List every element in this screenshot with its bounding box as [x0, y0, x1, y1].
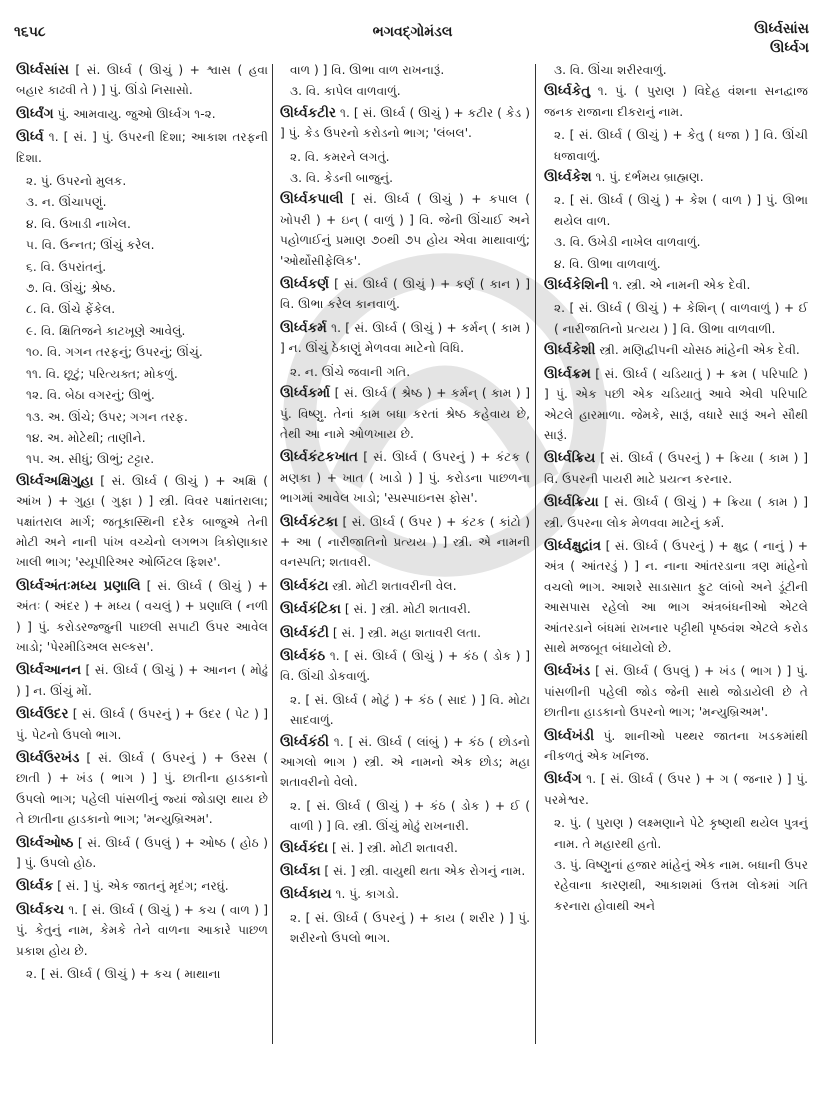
dictionary-entry: [544, 492, 808, 533]
page-header: [0, 0, 825, 56]
dictionary-entry: [544, 364, 808, 446]
headword: ઊર્ધ્વકંદા: [280, 839, 329, 856]
definition-text: ૧. [ સં. ઊર્ધ્વ ( ઊચું ) + કંઠ ( ડોક ) ] વિ. ઊંચી ડોકવાળું.: [280, 648, 530, 684]
dictionary-entry: [280, 838, 530, 858]
sub-sense: ૧૨. વિ. બેઠા વગરનું; ઊભું.: [26, 388, 155, 403]
sub-sense: ૪. વિ. ઉખાડી નાખેલ.: [26, 216, 131, 231]
continued-text: વાળ ) ] વિ. ઊભા વાળ રાખનારૂં.: [290, 63, 445, 77]
headword: ઊર્ધ્વક: [16, 878, 54, 895]
dictionary-entry: [280, 103, 530, 144]
sub-sense: ૮. વિ. ઊંચે ફેંકેલ.: [26, 302, 116, 317]
headword: ઊર્ધ્વખંડી: [544, 727, 595, 744]
definition-text: [ સં. ઊર્ધ્વ ( શ્રેષ્ઠ ) + કર્મન્ ( કામ ) ] પું. વિષ્ણુ. તેનાં કામ બધા કરતાં શ્રેષ્ઠ કહેવાય છે, તેથી આ નામે ઓળખાય છે.: [280, 386, 530, 441]
headword: ઊર્ધ્વકપાલી: [280, 191, 344, 208]
definition-text: ૧. પું. કાગડો.: [331, 887, 399, 902]
dictionary-entry: [280, 383, 530, 444]
definition-text: ૧. [ સં. ] પું. ઉપરની દિશા; આકાશ તરફની દિશા.: [16, 130, 268, 165]
dictionary-entry: [16, 660, 268, 701]
headword: ઊર્ધ્વઉદર: [16, 706, 69, 723]
dictionary-entry: [16, 127, 268, 168]
dictionary-entry: [16, 471, 268, 573]
sub-sense: ૪. વિ. ઊભા વાળવાળું.: [554, 256, 661, 271]
headword: ઊર્ધ્વ: [16, 129, 44, 146]
column-3: [544, 60, 808, 1060]
headword: ઊર્ધ્વકર્મા: [280, 385, 331, 402]
definition-text: [ સં. ઊર્ધ્વ ( ઉપરનું ) + ઉદર ( પેટ ) ] પું. પેટનો ઉપલો ભાગ.: [16, 707, 268, 742]
headword: ઊર્ધ્વઆનન: [16, 662, 82, 679]
definition-text: પું. શાનીઓ પથ્થર જાતના ખડકમાંથી નીકળતું એક ખનિજ.: [544, 728, 808, 763]
sub-sense: ૫. વિ. ઉન્નત; ઊંચું કરેલ.: [26, 238, 155, 253]
column-divider: [272, 64, 273, 1044]
definition-text: ૧. [ સં. ઊર્ધ્વ ( ઊચું ) + કચ ( વાળ ) ] પું. કેતુનું નામ, કેમકે તેને વાળના આકારે પાછળ પ્રકાશ હોય છે.: [16, 902, 268, 958]
sub-sense: ૨. વિ. કમરને લગતું.: [290, 149, 390, 164]
definition-text: [ સં. ઊર્ધ્વ ( ઊચું ) + આનન ( મોઢું ) ] ન. ઊંચું મોં.: [16, 663, 268, 698]
guide-word-first: ઊર્ધ્વસાંસ: [754, 21, 809, 37]
column-divider: [535, 64, 536, 1044]
definition-text: ૧. [ સં. ઊર્ધ્વ ( ઊચું ) + કર્મન્ ( કામ ) ] ન. ઊંચું ઠેકાણું મેળવવા માટેનો વિધિ.: [280, 320, 530, 356]
headword: ઊર્ધ્વઅંતઃમધ્ય પ્રણાલિ: [16, 577, 141, 594]
definition-text: ૧. [ સં. ઊર્ધ્વ ( ઉપર ) + ગ ( જનાર ) ] પું. પરમેશ્વર.: [544, 772, 808, 807]
definition-text: [ સં. ઊર્ધ્વ ( ઊચું ) + અક્ષિ ( આંખ ) + ગુહા ( ગુફા ) ] સ્ત્રી. વિવર પક્ષાંતરાલા; પક્ષાંતરાલ માર્ગ; જતૂકાસ્થિની દરેક બાજુએ તેની મોટી અને નાની પાંખ વચ્ચેનો લગભગ ત્રિકોણાકાર ખાલી ભાગ; 'સ્યૂપીરિઅર ઓર્બિટલ ફિશર'.: [16, 473, 268, 570]
definition-text: [ સં. ઊર્ધ્વ ( ઊચું ) + અંતઃ ( અંદર ) + મધ્ય ( વચલું ) + પ્રણાલિ ( નળી ) ] પું. કરોડરજ્જુની પાછલી સપાટી ઉપર આવેલ ખાડો; 'પેરમીડિઅલ સલ્કસ'.: [16, 578, 268, 654]
column-2: [280, 60, 530, 1060]
dictionary-entry: [544, 769, 808, 810]
headword: ઊર્ધ્વકચ: [16, 901, 65, 918]
dictionary-entry: [16, 900, 268, 961]
dictionary-entry: [544, 726, 808, 767]
sub-sense: ૧૪. અ. મોટેથી; તાણીને.: [26, 430, 146, 445]
guide-word-last: ઊર્ધ્વગ: [770, 40, 809, 56]
dictionary-entry: [280, 447, 530, 508]
dictionary-entry: [544, 167, 808, 187]
definition-text: [ સં. ] સ્ત્રી. વાયુથી થતા એક રોગનું નામ.: [320, 864, 526, 879]
dictionary-entry: [16, 748, 268, 830]
headword: ઊર્ધ્વઅક્ષિગુહા: [16, 472, 94, 489]
definition-text: [ સં. ઊર્ધ્વ ( ઊચું ) + ક્રિયા ( કામ ) ] સ્ત્રી. ઉપરના લોક મેળવવા માટેનું કર્મ.: [544, 495, 808, 530]
sub-sense: ૨. [ સં. ઊર્ધ્વ ( ઊચું ) + કેશિન્ ( વાળવાળું ) + ઈ ( નારીજાતિનો પ્રત્યય ) ] વિ. ઊભા વાળવાળી.: [554, 301, 808, 336]
dictionary-entry: [16, 104, 268, 124]
sub-sense: ૨. ન. ઊંચે જવાની ગતિ.: [290, 364, 411, 379]
headword: ઊર્ધ્વકંઠી: [280, 733, 329, 750]
definition-text: પું. આમવાયુ. જુઓ ઊર્ધ્વગ ૧-૨.: [53, 106, 216, 121]
dictionary-entry: [280, 623, 530, 643]
definition-text: ૧. [ સં. ઊર્ધ્વ ( ઊચું ) + કટીર ( કેડ ) ] પું. કેડ ઉપરનો કરોડનો ભાગ; 'લંબલ'.: [280, 105, 530, 141]
headword: ઊર્ધ્વકેશ: [544, 169, 592, 186]
sub-sense: ૧૫. અ. સીધું; ઊભું; ટટ્ટાર.: [26, 452, 155, 467]
definition-text: [ સં. ] પું. એક જાતનું મૃદંગ; નરઘું.: [53, 879, 229, 894]
headword: ઊર્ધ્વકાય: [280, 886, 332, 903]
page-number: ૧૬૫૮: [14, 24, 46, 40]
dictionary-entry: [544, 275, 808, 295]
definition-text: [ સં. ઊર્ધ્વ ( ઉપર ) + કંટક ( કાંટો ) + આ ( નારીજાતિનો પ્રત્યય ) ] સ્ત્રી. એ નામની વનસ્પતિ; શતાવરી.: [280, 514, 530, 570]
dictionary-columns: [0, 60, 825, 1085]
sub-sense: ૧૦. વિ. ગગન તરફનું; ઉપરનું; ઊંચું.: [26, 345, 203, 360]
definition-text: ૧. [ સં. ઊર્ધ્વ ( લાંબું ) + કંઠ ( છોડનો આગલો ભાગ ) સ્ત્રી. એ નામનો એક છોડ; મહા શતાવરીનો વેલો.: [280, 734, 530, 790]
definition-text: [ સં. ઊર્ધ્વ ( ઉપરનું ) + કંટક ( મણકા ) + ખાત ( ખાડો ) ] પું. કરોડના પાછળના ભાગમાં આવેલ ખાડો; 'સ્પ્રસ્પાઇનસ ફોસ'.: [280, 450, 530, 506]
dictionary-entry: [16, 704, 268, 745]
headword: ઊર્ધ્વકંટા: [280, 577, 329, 594]
dictionary-entry: [280, 274, 530, 315]
sub-sense: ૨. [ સં. ઊર્ધ્વ ( ઉપરનું ) + કાય ( શરીર ) ] પું. શરીરનો ઉપલો ભાગ.: [290, 910, 530, 946]
dictionary-entry: [280, 512, 530, 573]
definition-text: [ સં. ઊર્ધ્વ ( ચડિયાતું ) + ક્રમ ( પરિપાટિ ) ] પું. એક પછી એક ચડિયાતું આવે એવી પરિપાટિ એટલે હારમાળા. જેમકે, સારૂં, વધારે સારૂં અને સૌથી સારૂં.: [544, 366, 808, 442]
dictionary-entry: [280, 599, 530, 619]
sub-sense: ૩. ન. ઊંચાપણું.: [26, 195, 107, 210]
sub-sense: ૨. [ સં. ઊર્ધ્વ ( ઊચું ) + કંઠ ( ડોક ) + ઈ ( વાળી ) ] વિ. સ્ત્રી. ઊંચું મોઢું રાખનારી.: [290, 798, 530, 834]
headword: ઊર્ધ્વકેતુ: [544, 83, 591, 100]
definition-text: ૧. પું. દર્ભમય બ્રાહ્મણ.: [591, 170, 704, 185]
sub-sense: ૨. [ સં. ઊર્ધ્વ ( ઊચું ) + કેશ ( વાળ ) ] પું. ઊભા થયેલ વાળ.: [554, 193, 808, 228]
definition-text: [ સં. ઊર્ધ્વ ( ઉપરનું ) + ક્ષુદ્ર ( નાનું ) + અંત્ર ( આંતરડું ) ] ન. નાના આંતરડાના ત્રણ માંહેનો વચલો ભાગ. આશરે સાડાસાત ફુટ લાંબો અને ડૂંટીની આસપાસ રહેલો આ ભાગ અંત્રબંધનીઓ એટલે આંતરડાને બંધમાં રાખનાર પટ્ટીથી પૃષ્ઠવંશ એટલે કરોડ સાથે મજબૂત બંધાયેલો છે.: [544, 538, 808, 655]
sub-sense: ૬. વિ. ઉપરાંતનું.: [26, 259, 107, 274]
headword: ઊર્ધ્વકર્ણ: [280, 276, 330, 293]
definition-text: [ સં. ઊર્ધ્વ ( ઉપલું ) + ઓષ્ઠ ( હોઠ ) ] પું. ઉપલો હોઠ.: [16, 835, 268, 871]
sub-sense: ૨. [ સં. ઊર્ધ્વ ( ઊચું ) + કચ ( માથાના: [26, 967, 221, 982]
headword: ઊર્ધ્વગ: [544, 771, 582, 788]
dictionary-entry: [280, 646, 530, 687]
definition-text: [ સં. ઊર્ધ્વ ( ઉપલું ) + ખંડ ( ભાગ ) ] પું. પાંસળીની પહેલી જોડ જેની સાથે જોડાયેલી છે તે છાતીના હાડકાનો ઉપરનો ભાગ; 'મન્યુબ્રિઅમ'.: [544, 664, 808, 720]
sub-sense: ૧૧. વિ. છૂટું; પરિત્યક્ત; મોકળું.: [26, 366, 178, 381]
sub-sense: ૭. વિ. ઊંચું; શ્રેષ્ઠ.: [26, 281, 116, 296]
headword: ઊર્ધ્વંગ: [16, 105, 54, 122]
dictionary-entry: [280, 732, 530, 793]
dictionary-entry: [544, 340, 808, 360]
sub-sense: ૩. વિ. કાપેલ વાળવાળું.: [290, 84, 401, 99]
headword: ઊર્ધ્વક્રિય: [544, 450, 596, 467]
dictionary-entry: [16, 876, 268, 896]
headword: ઊર્ધ્વકર્મ: [280, 319, 327, 336]
sub-sense: ૨. [ સં. ઊર્ધ્વ ( ઊચું ) + કેતુ ( ધજા ) ] વિ. ઊંચી ધજાવાળું.: [554, 128, 808, 163]
headword: ઊર્ધ્વકેશિની: [544, 277, 609, 294]
headword: ઊર્ધ્વખંડ: [544, 663, 591, 680]
headword: ઊર્ધ્વકા: [280, 863, 321, 880]
headword: ઊર્ધ્વકંટી: [280, 624, 329, 641]
sub-sense: ૩. વિ. ઉખેડી નાખેલ વાળવાળું.: [554, 235, 701, 250]
headword: ઊર્ધ્વકેશી: [544, 342, 596, 359]
dictionary-entry: [16, 833, 268, 874]
headword: ઊર્ધ્વકંઠ: [280, 647, 326, 664]
column-1: [16, 60, 268, 1060]
headword: ઊર્ધ્વક્રમ: [544, 365, 591, 382]
headword: ઊર્ધ્વકંટકખાત: [280, 449, 358, 466]
definition-text: [ સં. ] સ્ત્રી. મહા શતાવરી લતા.: [328, 625, 481, 640]
headword: ઊર્ધ્વકંટિકા: [280, 601, 341, 618]
sub-sense: ૨. પું. ઉપરનો મુલક.: [26, 174, 127, 189]
guide-words: [754, 20, 809, 58]
dictionary-entry: [280, 884, 530, 904]
dictionary-entry: [280, 189, 530, 271]
definition-text: [ સં. ઊર્ધ્વ ( ઉપરનું ) + ક્રિયા ( કામ ) ] વિ. ઉપરની પાયરી માટે પ્રયત્ન કરનાર.: [544, 451, 808, 486]
definition-text: [ સં. ઊર્ધ્વ ( ઊચું ) + કપાલ ( ખોપરી ) + ઇન્ ( વાળું ) ] વિ. જેની ઊંચાઈ અને પહોળાઈનું પ્રમાણ ૭૦થી ૭૫ હોય એવા માથાવાળું; 'ઓર્થોસીફેલિક'.: [280, 192, 530, 268]
dictionary-entry: [280, 576, 530, 596]
headword: ઊર્ધ્વકંટકા: [280, 513, 338, 530]
headword: ઊર્ધ્વઉરખંડ: [16, 750, 80, 766]
definition-text: [ સં. ] સ્ત્રી. મોટી શતાવરી.: [328, 840, 458, 855]
sub-sense: ૩. પું. વિષ્ણુનાં હજાર માંહેનું એક નામ. બધાની ઉપર રહેવાના કારણથી, આકાશમાં ઉત્તમ લોકમાં ગતિ કરનારા હોવાથી અને: [554, 858, 808, 913]
dictionary-entry: [280, 318, 530, 359]
dictionary-entry: [544, 536, 808, 658]
sub-sense: ૯. વિ. ક્ષિતિજને કાટખૂણે આવેલું.: [26, 323, 186, 338]
dictionary-entry: [16, 576, 268, 658]
definition-text: ૧. પું. ( પુરાણ ) વિદેહ વંશના સનદ્વાજ જનક રાજાના દીકરાનું નામ.: [544, 84, 808, 119]
sub-sense: ૨. પું. ( પુરાણ ) લક્ષ્મણાને પેટે કૃષ્ણથી થયેલ પુત્રનું નામ. તે મહારથી હતો.: [554, 816, 808, 851]
definition-text: [ સં. ] સ્ત્રી. મોટી શતાવરી.: [341, 602, 471, 617]
definition-text: [ સં. ઊર્ધ્વ ( ઉપરનું ) + ઉરસ ( છાતી ) + ખંડ ( ભાગ ) ] પું. છાતીના હાડકાનો ઉપલો ભાગ; પહેલી પાંસળીનું જ્યાં જોડાણ થાય છે તે છાતીના હાડકાનો ભાગ; 'મન્યુબ્રિઅમ'.: [16, 751, 268, 827]
sub-sense: ૩. વિ. કેડની બાજુનું.: [290, 171, 393, 186]
dictionary-entry: [544, 448, 808, 489]
sub-sense: ૩. વિ. ઊંચા શરીરવાળું.: [554, 63, 667, 77]
definition-text: સ્ત્રી. મોટી શતાવરીની વેલ.: [328, 578, 457, 593]
dictionary-entry: [544, 81, 808, 122]
headword: ઊર્ધ્વસાંસ: [16, 62, 69, 78]
dictionary-entry: [16, 60, 268, 101]
headword: ઊર્ધ્વકટીર: [280, 104, 336, 121]
dictionary-entry: [280, 861, 530, 881]
definition-text: ૧. સ્ત્રી. એ નામની એક દેવી.: [608, 278, 751, 293]
definition-text: સ્ત્રી. મણિદ્વીપની ચોસઠ માંહેની એક દેવી.: [595, 343, 800, 358]
book-title: ભગવદ્ગોમંડલ: [372, 24, 453, 40]
definition-text: [ સં. ઊર્ધ્વ ( ઊચું ) + શ્વાસ ( હવા બહાર કાઢવી તે ) ] પું. ઊંડો નિસાસો.: [16, 63, 268, 98]
headword: ઊર્ધ્વક્રિયા: [544, 494, 599, 511]
headword: ઊર્ધ્વઓષ્ઠ: [16, 834, 74, 851]
sub-sense: ૧૩. અ. ઊંચે; ઉપર; ગગન તરફ.: [26, 409, 188, 424]
headword: ઊર્ધ્વક્ષુદ્રાંત્ર: [544, 537, 602, 554]
definition-text: [ સં. ઊર્ધ્વ ( ઊચું ) + કર્ણ ( કાન ) ] વિ. ઊભા કરેલ કાનવાળું.: [280, 277, 530, 312]
sub-sense: ૨. [ સં. ઊર્ધ્વ ( મોટું ) + કંઠ ( સાદ ) ] વિ. મોટા સાદવાળું.: [290, 692, 530, 728]
dictionary-entry: [544, 661, 808, 722]
